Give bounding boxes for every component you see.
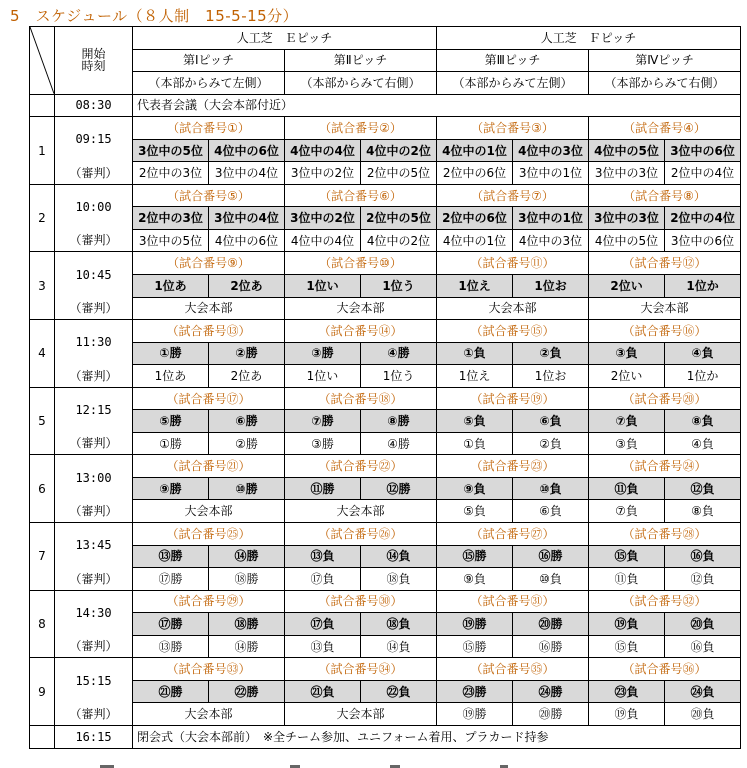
match-team: ③勝 <box>285 342 361 365</box>
round-referee-row <box>30 229 741 252</box>
round-game-row <box>30 117 741 140</box>
round-game-row <box>30 455 741 478</box>
referee-team: 4位中の2位 <box>361 229 437 252</box>
match-team: 3位中の2位 <box>285 207 361 230</box>
match-team: ②負 <box>513 342 589 365</box>
game-number: （試合番号㉜） <box>589 590 741 613</box>
game-number: （試合番号㉕） <box>133 523 285 546</box>
referee-team: ⑥負 <box>513 500 589 523</box>
side-row <box>30 72 741 95</box>
referee-team: ②負 <box>513 432 589 455</box>
game-number: （試合番号㉔） <box>589 455 741 478</box>
match-team: ③負 <box>589 342 665 365</box>
pitch-header-1: 第Ⅰピッチ <box>133 49 285 72</box>
game-number: （試合番号⑲） <box>437 387 589 410</box>
game-number: （試合番号⑪） <box>437 252 589 275</box>
round-time: 10:45 <box>55 252 133 297</box>
referee-team: 1位え <box>437 365 513 388</box>
match-team: 4位中の4位 <box>285 139 361 162</box>
start-time-header: 開始 時刻 <box>55 27 133 95</box>
round-time: 12:15 <box>55 387 133 432</box>
match-team: ⑱負 <box>361 613 437 636</box>
pitch-row <box>30 49 741 72</box>
referee-team: 3位中の3位 <box>589 162 665 185</box>
schedule-table <box>29 26 741 749</box>
cropped-footer-fragment <box>60 762 660 768</box>
match-team: ⑬勝 <box>133 545 209 568</box>
game-number: （試合番号㉖） <box>285 523 437 546</box>
game-number: （試合番号㉑） <box>133 455 285 478</box>
match-team: ⑨勝 <box>133 477 209 500</box>
match-team: ⑮勝 <box>437 545 513 568</box>
match-team: ⑰勝 <box>133 613 209 636</box>
referee-team: 2位い <box>589 365 665 388</box>
match-team: ④負 <box>665 342 741 365</box>
game-number: （試合番号㉞） <box>285 658 437 681</box>
match-team: ⑭勝 <box>209 545 285 568</box>
game-number: （試合番号⑯） <box>589 320 741 343</box>
match-team: ⑫負 <box>665 477 741 500</box>
referee-team: ②勝 <box>209 432 285 455</box>
match-team: 4位中の2位 <box>361 139 437 162</box>
referee-hq: 大会本部 <box>133 703 285 726</box>
match-team: ⑮負 <box>589 545 665 568</box>
match-team: 1位い <box>285 275 361 298</box>
round-time: 13:00 <box>55 455 133 500</box>
referee-team: 2位中の5位 <box>361 162 437 185</box>
match-team: 3位中の5位 <box>133 139 209 162</box>
closing-text: 閉会式（大会本部前） ※全チーム参加、ユニフォーム着用、プラカード持参 <box>133 725 741 748</box>
referee-team: ⑰負 <box>285 568 361 591</box>
referee-team: 4位中の5位 <box>589 229 665 252</box>
opening-row <box>30 94 741 117</box>
empty-number-cell <box>30 94 55 117</box>
game-number: （試合番号㉘） <box>589 523 741 546</box>
referee-team: 3位中の1位 <box>513 162 589 185</box>
match-team: 2位中の4位 <box>665 207 741 230</box>
referee-team: ①負 <box>437 432 513 455</box>
match-team: ⑳負 <box>665 613 741 636</box>
match-team: 1位え <box>437 275 513 298</box>
round-referee-row <box>30 635 741 658</box>
closing-row <box>30 725 741 748</box>
referee-label: （審判） <box>55 703 133 726</box>
match-team: ⑦負 <box>589 410 665 433</box>
match-team: ㉔負 <box>665 680 741 703</box>
match-team: ⑲勝 <box>437 613 513 636</box>
match-team: ⑳勝 <box>513 613 589 636</box>
round-match-row <box>30 139 741 162</box>
game-number: （試合番号㉓） <box>437 455 589 478</box>
referee-hq: 大会本部 <box>133 297 285 320</box>
opening-text: 代表者会議（大会本部付近） <box>133 94 741 117</box>
match-team: ⑫勝 <box>361 477 437 500</box>
match-team: 2位中の5位 <box>361 207 437 230</box>
round-match-row <box>30 680 741 703</box>
round-time: 10:00 <box>55 184 133 229</box>
match-team: ⑩勝 <box>209 477 285 500</box>
referee-team: ④勝 <box>361 432 437 455</box>
referee-team: ⑩負 <box>513 568 589 591</box>
referee-team: 2位あ <box>209 365 285 388</box>
match-team: ⑨負 <box>437 477 513 500</box>
match-team: 4位中の3位 <box>513 139 589 162</box>
referee-team: ⑲負 <box>589 703 665 726</box>
match-team: ⑭負 <box>361 545 437 568</box>
referee-hq: 大会本部 <box>589 297 741 320</box>
round-referee-row <box>30 162 741 185</box>
game-number: （試合番号㉗） <box>437 523 589 546</box>
match-team: 2位中の3位 <box>133 207 209 230</box>
game-number: （試合番号⑧） <box>589 184 741 207</box>
referee-label: （審判） <box>55 635 133 658</box>
match-team: 3位中の6位 <box>665 139 741 162</box>
match-team: ①負 <box>437 342 513 365</box>
match-team: ⑤負 <box>437 410 513 433</box>
game-number: （試合番号㉒） <box>285 455 437 478</box>
match-team: ㉒負 <box>361 680 437 703</box>
referee-team: ⑤負 <box>437 500 513 523</box>
game-number: （試合番号⑦） <box>437 184 589 207</box>
round-game-row <box>30 320 741 343</box>
referee-team: 1位う <box>361 365 437 388</box>
referee-team: ⑦負 <box>589 500 665 523</box>
match-team: 3位中の3位 <box>589 207 665 230</box>
round-number: 4 <box>30 320 55 388</box>
match-team: ①勝 <box>133 342 209 365</box>
game-number: （試合番号⑥） <box>285 184 437 207</box>
empty-number-cell <box>30 725 55 748</box>
match-team: ⑬負 <box>285 545 361 568</box>
round-number: 8 <box>30 590 55 658</box>
referee-hq: 大会本部 <box>285 297 437 320</box>
game-number: （試合番号㉟） <box>437 658 589 681</box>
game-number: （試合番号⑩） <box>285 252 437 275</box>
page-title: 5 スケジュール（８人制 15-5-15分） <box>10 7 299 25</box>
game-number: （試合番号⑬） <box>133 320 285 343</box>
referee-team: 4位中の4位 <box>285 229 361 252</box>
referee-team: 2位中の3位 <box>133 162 209 185</box>
side-label-4: （本部からみて右側） <box>589 72 741 95</box>
game-number: （試合番号㉛） <box>437 590 589 613</box>
referee-team: ③勝 <box>285 432 361 455</box>
referee-team: ⑭負 <box>361 635 437 658</box>
referee-team: ⑮負 <box>589 635 665 658</box>
referee-team: 3位中の5位 <box>133 229 209 252</box>
round-number: 3 <box>30 252 55 320</box>
game-number: （試合番号㊱） <box>589 658 741 681</box>
round-time: 14:30 <box>55 590 133 635</box>
side-label-3: （本部からみて左側） <box>437 72 589 95</box>
round-number: 9 <box>30 658 55 726</box>
opening-time: 08:30 <box>55 94 133 117</box>
referee-label: （審判） <box>55 162 133 185</box>
round-number: 7 <box>30 523 55 591</box>
match-team: 3位中の1位 <box>513 207 589 230</box>
match-team: ⑯負 <box>665 545 741 568</box>
round-match-row <box>30 613 741 636</box>
round-time: 13:45 <box>55 523 133 568</box>
match-team: 3位中の4位 <box>209 207 285 230</box>
side-label-1: （本部からみて左側） <box>133 72 285 95</box>
match-team: ⑤勝 <box>133 410 209 433</box>
pitch-header-2: 第Ⅱピッチ <box>285 49 437 72</box>
referee-team: ⑳勝 <box>513 703 589 726</box>
round-match-row <box>30 410 741 433</box>
round-game-row <box>30 387 741 410</box>
referee-team: ⑬負 <box>285 635 361 658</box>
referee-team: ⑮勝 <box>437 635 513 658</box>
referee-hq: 大会本部 <box>285 703 437 726</box>
referee-team: 1位か <box>665 365 741 388</box>
match-team: ⑩負 <box>513 477 589 500</box>
round-time: 11:30 <box>55 320 133 365</box>
referee-team: 4位中の1位 <box>437 229 513 252</box>
game-number: （試合番号㉝） <box>133 658 285 681</box>
referee-hq: 大会本部 <box>437 297 589 320</box>
side-label-2: （本部からみて右側） <box>285 72 437 95</box>
round-match-row <box>30 477 741 500</box>
round-referee-row <box>30 568 741 591</box>
round-match-row <box>30 207 741 230</box>
referee-team: 4位中の3位 <box>513 229 589 252</box>
referee-team: ⑬勝 <box>133 635 209 658</box>
round-match-row <box>30 545 741 568</box>
round-game-row <box>30 590 741 613</box>
round-referee-row <box>30 432 741 455</box>
match-team: 4位中の1位 <box>437 139 513 162</box>
match-team: ㉔勝 <box>513 680 589 703</box>
closing-time: 16:15 <box>55 725 133 748</box>
referee-team: ⑭勝 <box>209 635 285 658</box>
round-game-row <box>30 658 741 681</box>
referee-team: 1位お <box>513 365 589 388</box>
round-referee-row <box>30 365 741 388</box>
referee-hq: 大会本部 <box>133 500 285 523</box>
match-team: 2位い <box>589 275 665 298</box>
match-team: ㉓負 <box>589 680 665 703</box>
match-team: ㉑負 <box>285 680 361 703</box>
referee-team: 1位い <box>285 365 361 388</box>
round-referee-row <box>30 297 741 320</box>
referee-team: 1位あ <box>133 365 209 388</box>
header-row <box>30 27 741 50</box>
referee-label: （審判） <box>55 432 133 455</box>
referee-team: ⑰勝 <box>133 568 209 591</box>
field-header-f: 人工芝 Ｆピッチ <box>437 27 741 50</box>
round-number: 5 <box>30 387 55 455</box>
diagonal-line <box>30 27 54 94</box>
referee-team: 3位中の2位 <box>285 162 361 185</box>
match-team: 1位お <box>513 275 589 298</box>
referee-team: ④負 <box>665 432 741 455</box>
match-team: ⑱勝 <box>209 613 285 636</box>
referee-team: ③負 <box>589 432 665 455</box>
match-team: 2位あ <box>209 275 285 298</box>
referee-label: （審判） <box>55 229 133 252</box>
match-team: 2位中の6位 <box>437 207 513 230</box>
match-team: ㉓勝 <box>437 680 513 703</box>
referee-team: ⑱負 <box>361 568 437 591</box>
round-match-row <box>30 275 741 298</box>
round-number: 1 <box>30 117 55 185</box>
game-number: （試合番号⑭） <box>285 320 437 343</box>
referee-team: ⑯勝 <box>513 635 589 658</box>
match-team: ⑪勝 <box>285 477 361 500</box>
round-referee-row <box>30 703 741 726</box>
round-game-row <box>30 184 741 207</box>
game-number: （試合番号②） <box>285 117 437 140</box>
diagonal-corner-cell <box>30 27 55 95</box>
match-team: ②勝 <box>209 342 285 365</box>
round-time: 09:15 <box>55 117 133 162</box>
game-number: （試合番号③） <box>437 117 589 140</box>
game-number: （試合番号⑳） <box>589 387 741 410</box>
referee-team: ⑨負 <box>437 568 513 591</box>
referee-team: 3位中の4位 <box>209 162 285 185</box>
match-team: ⑦勝 <box>285 410 361 433</box>
game-number: （試合番号㉚） <box>285 590 437 613</box>
round-number: 6 <box>30 455 55 523</box>
match-team: 4位中の5位 <box>589 139 665 162</box>
match-team: ⑯勝 <box>513 545 589 568</box>
referee-team: ⑫負 <box>665 568 741 591</box>
referee-team: ⑯負 <box>665 635 741 658</box>
referee-hq: 大会本部 <box>285 500 437 523</box>
match-team: ⑥勝 <box>209 410 285 433</box>
game-number: （試合番号⑰） <box>133 387 285 410</box>
game-number: （試合番号⑮） <box>437 320 589 343</box>
pitch-header-4: 第Ⅳピッチ <box>589 49 741 72</box>
game-number: （試合番号⑱） <box>285 387 437 410</box>
referee-label: （審判） <box>55 297 133 320</box>
round-match-row <box>30 342 741 365</box>
match-team: 1位あ <box>133 275 209 298</box>
round-game-row <box>30 523 741 546</box>
referee-team: ⑪負 <box>589 568 665 591</box>
match-team: ⑪負 <box>589 477 665 500</box>
match-team: ㉒勝 <box>209 680 285 703</box>
referee-team: ⑱勝 <box>209 568 285 591</box>
match-team: ⑥負 <box>513 410 589 433</box>
pitch-header-3: 第Ⅲピッチ <box>437 49 589 72</box>
match-team: ⑲負 <box>589 613 665 636</box>
game-number: （試合番号①） <box>133 117 285 140</box>
game-number: （試合番号⑨） <box>133 252 285 275</box>
game-number: （試合番号⑫） <box>589 252 741 275</box>
match-team: 1位か <box>665 275 741 298</box>
referee-label: （審判） <box>55 500 133 523</box>
referee-label: （審判） <box>55 365 133 388</box>
referee-team: 4位中の6位 <box>209 229 285 252</box>
match-team: ⑧負 <box>665 410 741 433</box>
match-team: ⑧勝 <box>361 410 437 433</box>
game-number: （試合番号㉙） <box>133 590 285 613</box>
referee-label: （審判） <box>55 568 133 591</box>
round-time: 15:15 <box>55 658 133 703</box>
referee-team: 3位中の6位 <box>665 229 741 252</box>
round-game-row <box>30 252 741 275</box>
referee-team: ⑲勝 <box>437 703 513 726</box>
round-referee-row <box>30 500 741 523</box>
referee-team: ⑧負 <box>665 500 741 523</box>
referee-team: 2位中の6位 <box>437 162 513 185</box>
match-team: 1位う <box>361 275 437 298</box>
match-team: ④勝 <box>361 342 437 365</box>
game-number: （試合番号⑤） <box>133 184 285 207</box>
referee-team: ①勝 <box>133 432 209 455</box>
game-number: （試合番号④） <box>589 117 741 140</box>
field-header-e: 人工芝 Ｅピッチ <box>133 27 437 50</box>
match-team: ㉑勝 <box>133 680 209 703</box>
referee-team: 2位中の4位 <box>665 162 741 185</box>
round-number: 2 <box>30 184 55 252</box>
match-team: ⑰負 <box>285 613 361 636</box>
match-team: 4位中の6位 <box>209 139 285 162</box>
referee-team: ⑳負 <box>665 703 741 726</box>
